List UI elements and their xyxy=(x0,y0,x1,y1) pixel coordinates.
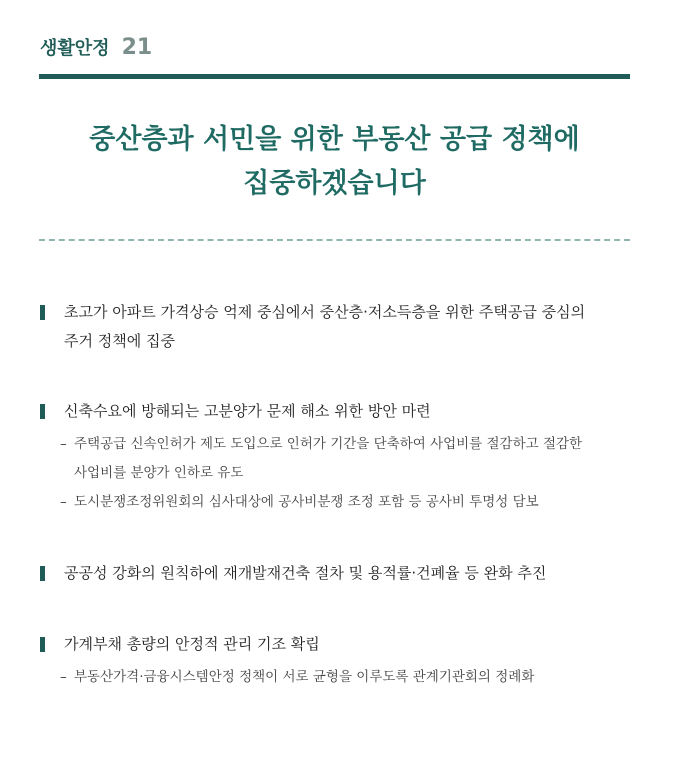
policy-sub-item-line: 주택공급 신속인허가 제도 도입으로 인허가 기간을 단축하여 사업비를 절감하고 절감한 xyxy=(74,436,583,452)
bullet-marker xyxy=(40,404,45,419)
policy-item-heading xyxy=(40,397,620,426)
policy-item-line: 공공성 강화의 원칙하에 재개발재건축 절차 및 용적률·건폐율 등 완화 추진 xyxy=(64,564,547,582)
page-title-line-2: 집중하겠습니다 xyxy=(243,168,426,199)
header-divider xyxy=(39,74,630,79)
bullet-marker xyxy=(40,305,45,320)
dash-marker: – xyxy=(60,669,67,685)
dash-marker: – xyxy=(60,436,67,452)
section-title: 생활안정 xyxy=(40,38,110,59)
policy-item-heading xyxy=(40,559,620,588)
page-title xyxy=(39,118,630,206)
bullet-marker xyxy=(40,566,45,581)
section-number: 21 xyxy=(121,35,153,60)
policy-item-line: 초고가 아파트 가격상승 억제 중심에서 중산층·저소득층을 위한 주택공급 중심의 xyxy=(64,303,586,321)
policy-item-line: 가계부채 총량의 안정적 관리 기조 확립 xyxy=(64,635,320,653)
bullet-marker xyxy=(40,637,45,652)
policy-item xyxy=(40,397,620,517)
section-header xyxy=(40,34,152,60)
policy-item-line: 주거 정책에 집중 xyxy=(64,332,175,350)
policy-item xyxy=(40,559,620,588)
policy-sub-item-line: 부동산가격·금융시스템안정 정책이 서로 균형을 이루도록 관계기관회의 정례화 xyxy=(74,669,535,685)
policy-item xyxy=(40,630,620,692)
policy-sub-item xyxy=(40,430,620,488)
policy-sub-item xyxy=(40,663,620,692)
policy-item-line: 신축수요에 방해되는 고분양가 문제 해소 위한 방안 마련 xyxy=(64,402,431,420)
dashed-divider xyxy=(39,239,630,241)
policy-sub-item-line: 사업비를 분양가 인하로 유도 xyxy=(74,465,244,481)
policy-sub-item-line: 도시분쟁조정위원회의 심사대상에 공사비분쟁 조정 포함 등 공사비 투명성 담보 xyxy=(74,494,539,510)
policy-item xyxy=(40,298,620,356)
dash-marker: – xyxy=(60,494,67,510)
policy-sub-item xyxy=(40,488,620,517)
policy-item-heading xyxy=(40,298,620,356)
policy-item-heading xyxy=(40,630,620,659)
page-title-line-1: 중산층과 서민을 위한 부동산 공급 정책에 xyxy=(89,124,580,155)
